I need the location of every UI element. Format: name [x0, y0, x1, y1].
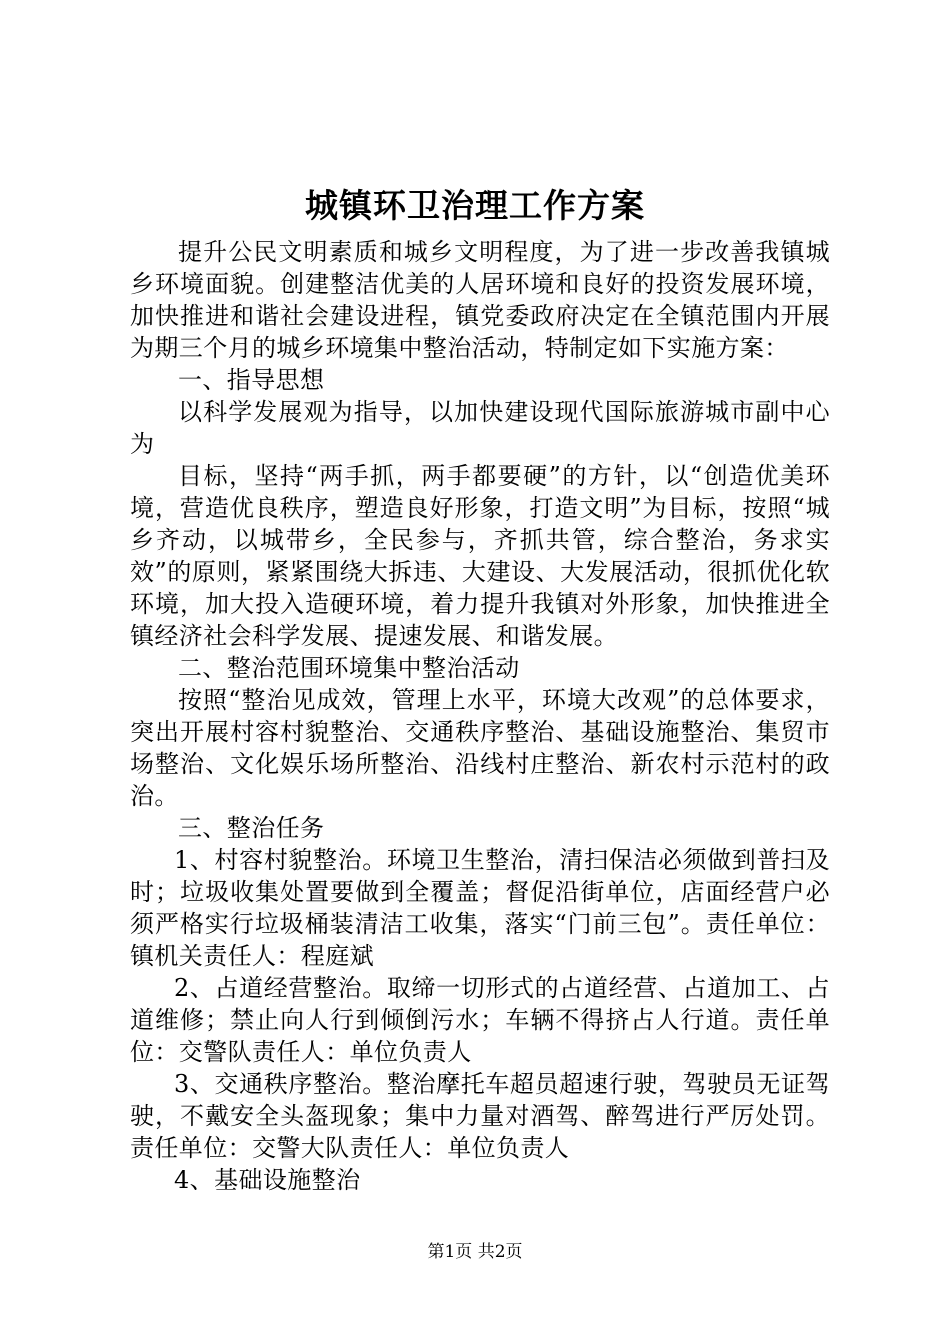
goal-paragraph: 目标，坚持“两手抓，两手都要硬”的方针，以“创造优美环境，营造优良秩序，塑造良好形象，打造文明”为目标，按照“城乡齐动，以城带乡，全民参与，齐抓共管，综合整治，务求实效”的原则，紧紧围绕大拆违、大建设、大发展活动，很抓优化软环境，加大投入造硬环境，着力提升我镇对外形象，加快推进全镇经济社会科学发展、提速发展、和谐发展。 [130, 462, 830, 650]
page-number-footer: 第1页 共2页 [427, 1242, 523, 1262]
task-item-infrastructure: 4、基础设施整治 [174, 1166, 361, 1194]
task-item-village: 1、村容村貌整治。环境卫生整治，清扫保洁必须做到普扫及时；垃圾收集处置要做到全覆盖；督促沿街单位，店面经营户必须严格实行垃圾桶装清洁工收集，落实“门前三包”。责任单位：镇机关责任人：程庭斌 [130, 846, 830, 970]
guiding-ideology-paragraph: 以科学发展观为指导，以加快建设现代国际旅游城市副中心为 [130, 398, 830, 458]
section-heading-guiding-ideology: 一、指导思想 [178, 366, 325, 394]
intro-paragraph: 提升公民文明素质和城乡文明程度，为了进一步改善我镇城乡环境面貌。创建整洁优美的人居环境和良好的投资发展环境，加快推进和谐社会建设进程，镇党委政府决定在全镇范围内开展为期三个月的城乡环境集中整治活动，特制定如下实施方案： [130, 238, 830, 362]
document-body [130, 236, 830, 1196]
task-item-traffic: 3、交通秩序整治。整治摩托车超员超速行驶，驾驶员无证驾驶，不戴安全头盔现象；集中力量对酒驾、醉驾进行严厉处罚。责任单位：交警大队责任人：单位负责人 [130, 1070, 830, 1162]
section-heading-tasks: 三、整治任务 [178, 814, 325, 842]
task-item-road-occupation: 2、占道经营整治。取缔一切形式的占道经营、占道加工、占道维修；禁止向人行到倾倒污水；车辆不得挤占人行道。责任单位：交警队责任人：单位负责人 [130, 974, 830, 1066]
section-heading-scope: 二、整治范围环境集中整治活动 [178, 654, 520, 682]
scope-paragraph: 按照“整治见成效，管理上水平，环境大改观”的总体要求，突出开展村容村貌整治、交通秩序整治、基础设施整治、集贸市场整治、文化娱乐场所整治、沿线村庄整治、新农村示范村的政治。 [130, 686, 830, 810]
document-title: 城镇环卫治理工作方案 [305, 186, 645, 225]
